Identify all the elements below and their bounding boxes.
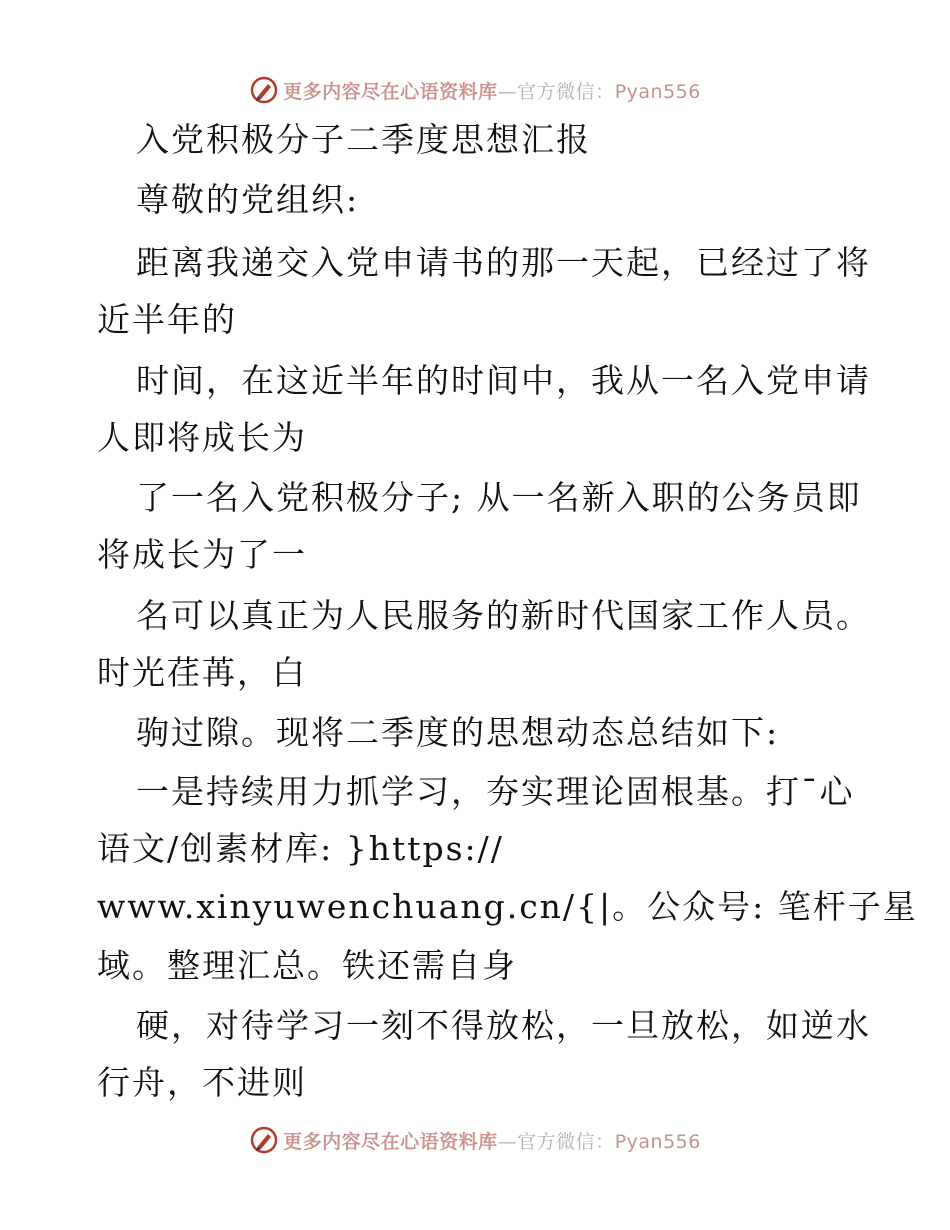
banner-wechat-id: Pyan556 <box>614 80 701 103</box>
text-line: 将成长为了一 <box>97 535 307 574</box>
text-line: 一是持续用力抓学习，夯实理论固根基。打¯心 <box>136 772 855 811</box>
text-line: 驹过隙。现将二季度的思想动态总结如下: <box>136 713 780 752</box>
text-line: 行舟，不进则 <box>97 1063 307 1102</box>
banner-wechat-label: 官方微信： <box>517 1130 615 1153</box>
footer-banner <box>0 1120 950 1160</box>
banner-wechat-id: Pyan556 <box>614 1130 701 1153</box>
text-line: 域。整理汇总。铁还需自身 <box>97 946 517 985</box>
pen-logo-icon <box>249 1125 279 1155</box>
text-line: 时间，在这近半年的时间中，我从一名入党申请 <box>136 361 871 400</box>
text-line: 名可以真正为人民服务的新时代国家工作人员。 <box>136 596 871 635</box>
document-title: 入党积极分子二季度思想汇报 <box>136 120 591 159</box>
salutation: 尊敬的党组织: <box>136 180 360 219</box>
banner-wechat-label: 官方微信： <box>517 80 615 103</box>
text-line: 时光荏苒，白 <box>97 653 307 692</box>
text-line: www.xinyuwenchuang.cn/{|。公众号: 笔杆子星 <box>97 887 918 926</box>
banner-dash: — <box>497 1130 518 1153</box>
text-line: 人即将成长为 <box>97 418 307 457</box>
banner-dash: — <box>497 80 518 103</box>
text-line: 硬，对待学习一刻不得放松，一旦放松，如逆水 <box>136 1006 871 1045</box>
header-banner <box>0 70 950 110</box>
text-line: 了一名入党积极分子; 从一名新入职的公务员即 <box>136 478 862 517</box>
banner-main-text: 更多内容尽在心语资料库 <box>283 80 498 103</box>
text-line: 距离我递交入党申请书的那一天起，已经过了将 <box>136 243 871 282</box>
banner-main-text: 更多内容尽在心语资料库 <box>283 1130 498 1153</box>
text-line: 语文/创素材库: }https:// <box>97 829 504 868</box>
banner-text <box>283 1127 701 1154</box>
text-line: 近半年的 <box>97 300 237 339</box>
pen-logo-icon <box>249 75 279 105</box>
banner-text <box>283 77 701 104</box>
